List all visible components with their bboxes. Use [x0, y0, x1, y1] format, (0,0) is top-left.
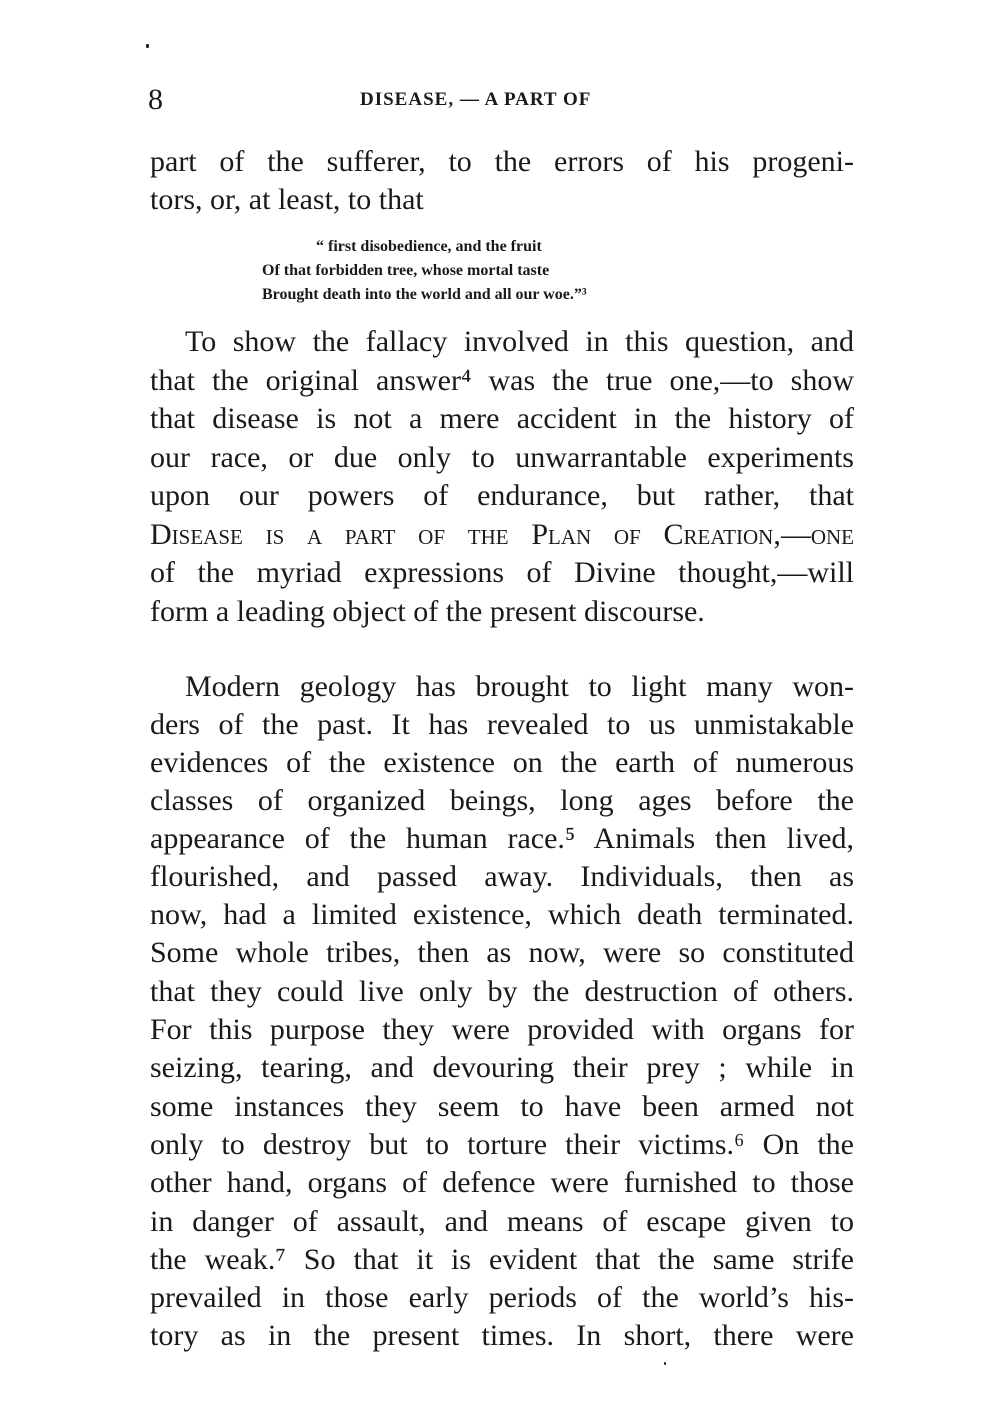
quote-line: Brought death into the world and all our woe.”³ — [262, 286, 587, 303]
text-line: evidences of the existence on the earth of numerous — [150, 746, 854, 779]
text-line: seizing, tearing, and devouring their prey ; while in — [150, 1051, 854, 1084]
text-line: other hand, organs of defence were furnished to those — [150, 1166, 854, 1199]
text-line: of the myriad expressions of Divine thought,—will — [150, 556, 854, 589]
text-line: that disease is not a mere accident in the history of — [150, 402, 854, 435]
text-line: prevailed in those early periods of the world’s his- — [150, 1281, 854, 1314]
text-line: the weak.⁷ So that it is evident that the same strife — [150, 1243, 854, 1276]
text-line: For this purpose they were provided with organs for — [150, 1013, 854, 1046]
text-line: classes of organized beings, long ages before the — [150, 784, 854, 817]
text-line: ders of the past. It has revealed to us unmistakable — [150, 708, 854, 741]
quote-line: “ first disobedience, and the fruit — [316, 238, 542, 255]
text-line: upon our powers of endurance, but rather, that — [150, 479, 854, 512]
text-line: tory as in the present times. In short, there were — [150, 1319, 854, 1352]
text-line: appearance of the human race.⁵ Animals then lived, — [150, 822, 854, 855]
text-line: Some whole tribes, then as now, were so constituted — [150, 936, 854, 969]
text-line: now, had a limited existence, which death terminated. — [150, 898, 854, 931]
text-line: Modern geology has brought to light many won- — [185, 670, 854, 703]
page-header — [148, 82, 854, 118]
text-line: tors, or, at least, to that — [150, 183, 424, 216]
text-line: our race, or due only to unwarrantable experiments — [150, 441, 854, 474]
text-line: form a leading object of the present discourse. — [150, 595, 705, 628]
text-line: flourished, and passed away. Individuals, then as — [150, 860, 854, 893]
running-head: DISEASE, — A PART OF — [360, 89, 592, 110]
text-line: To show the fallacy involved in this question, and — [185, 325, 854, 358]
text-line: some instances they seem to have been armed not — [150, 1090, 854, 1123]
text-line: only to destroy but to torture their victims.⁶ On the — [150, 1128, 854, 1161]
text-line: that the original answer⁴ was the true one,—to show — [150, 364, 854, 397]
page-number: 8 — [148, 83, 163, 116]
stray-ink-mark — [664, 1362, 666, 1365]
quote-line: Of that forbidden tree, whose mortal taste — [262, 262, 550, 279]
text-line: that they could live only by the destruction of others. — [150, 975, 854, 1008]
stray-ink-mark — [146, 44, 149, 48]
text-line: in danger of assault, and means of escape given to — [150, 1205, 854, 1238]
text-line-small-caps: Disease is a part of the Plan of Creation,—one — [150, 518, 854, 551]
text-line: part of the sufferer, to the errors of his progeni- — [150, 145, 854, 178]
